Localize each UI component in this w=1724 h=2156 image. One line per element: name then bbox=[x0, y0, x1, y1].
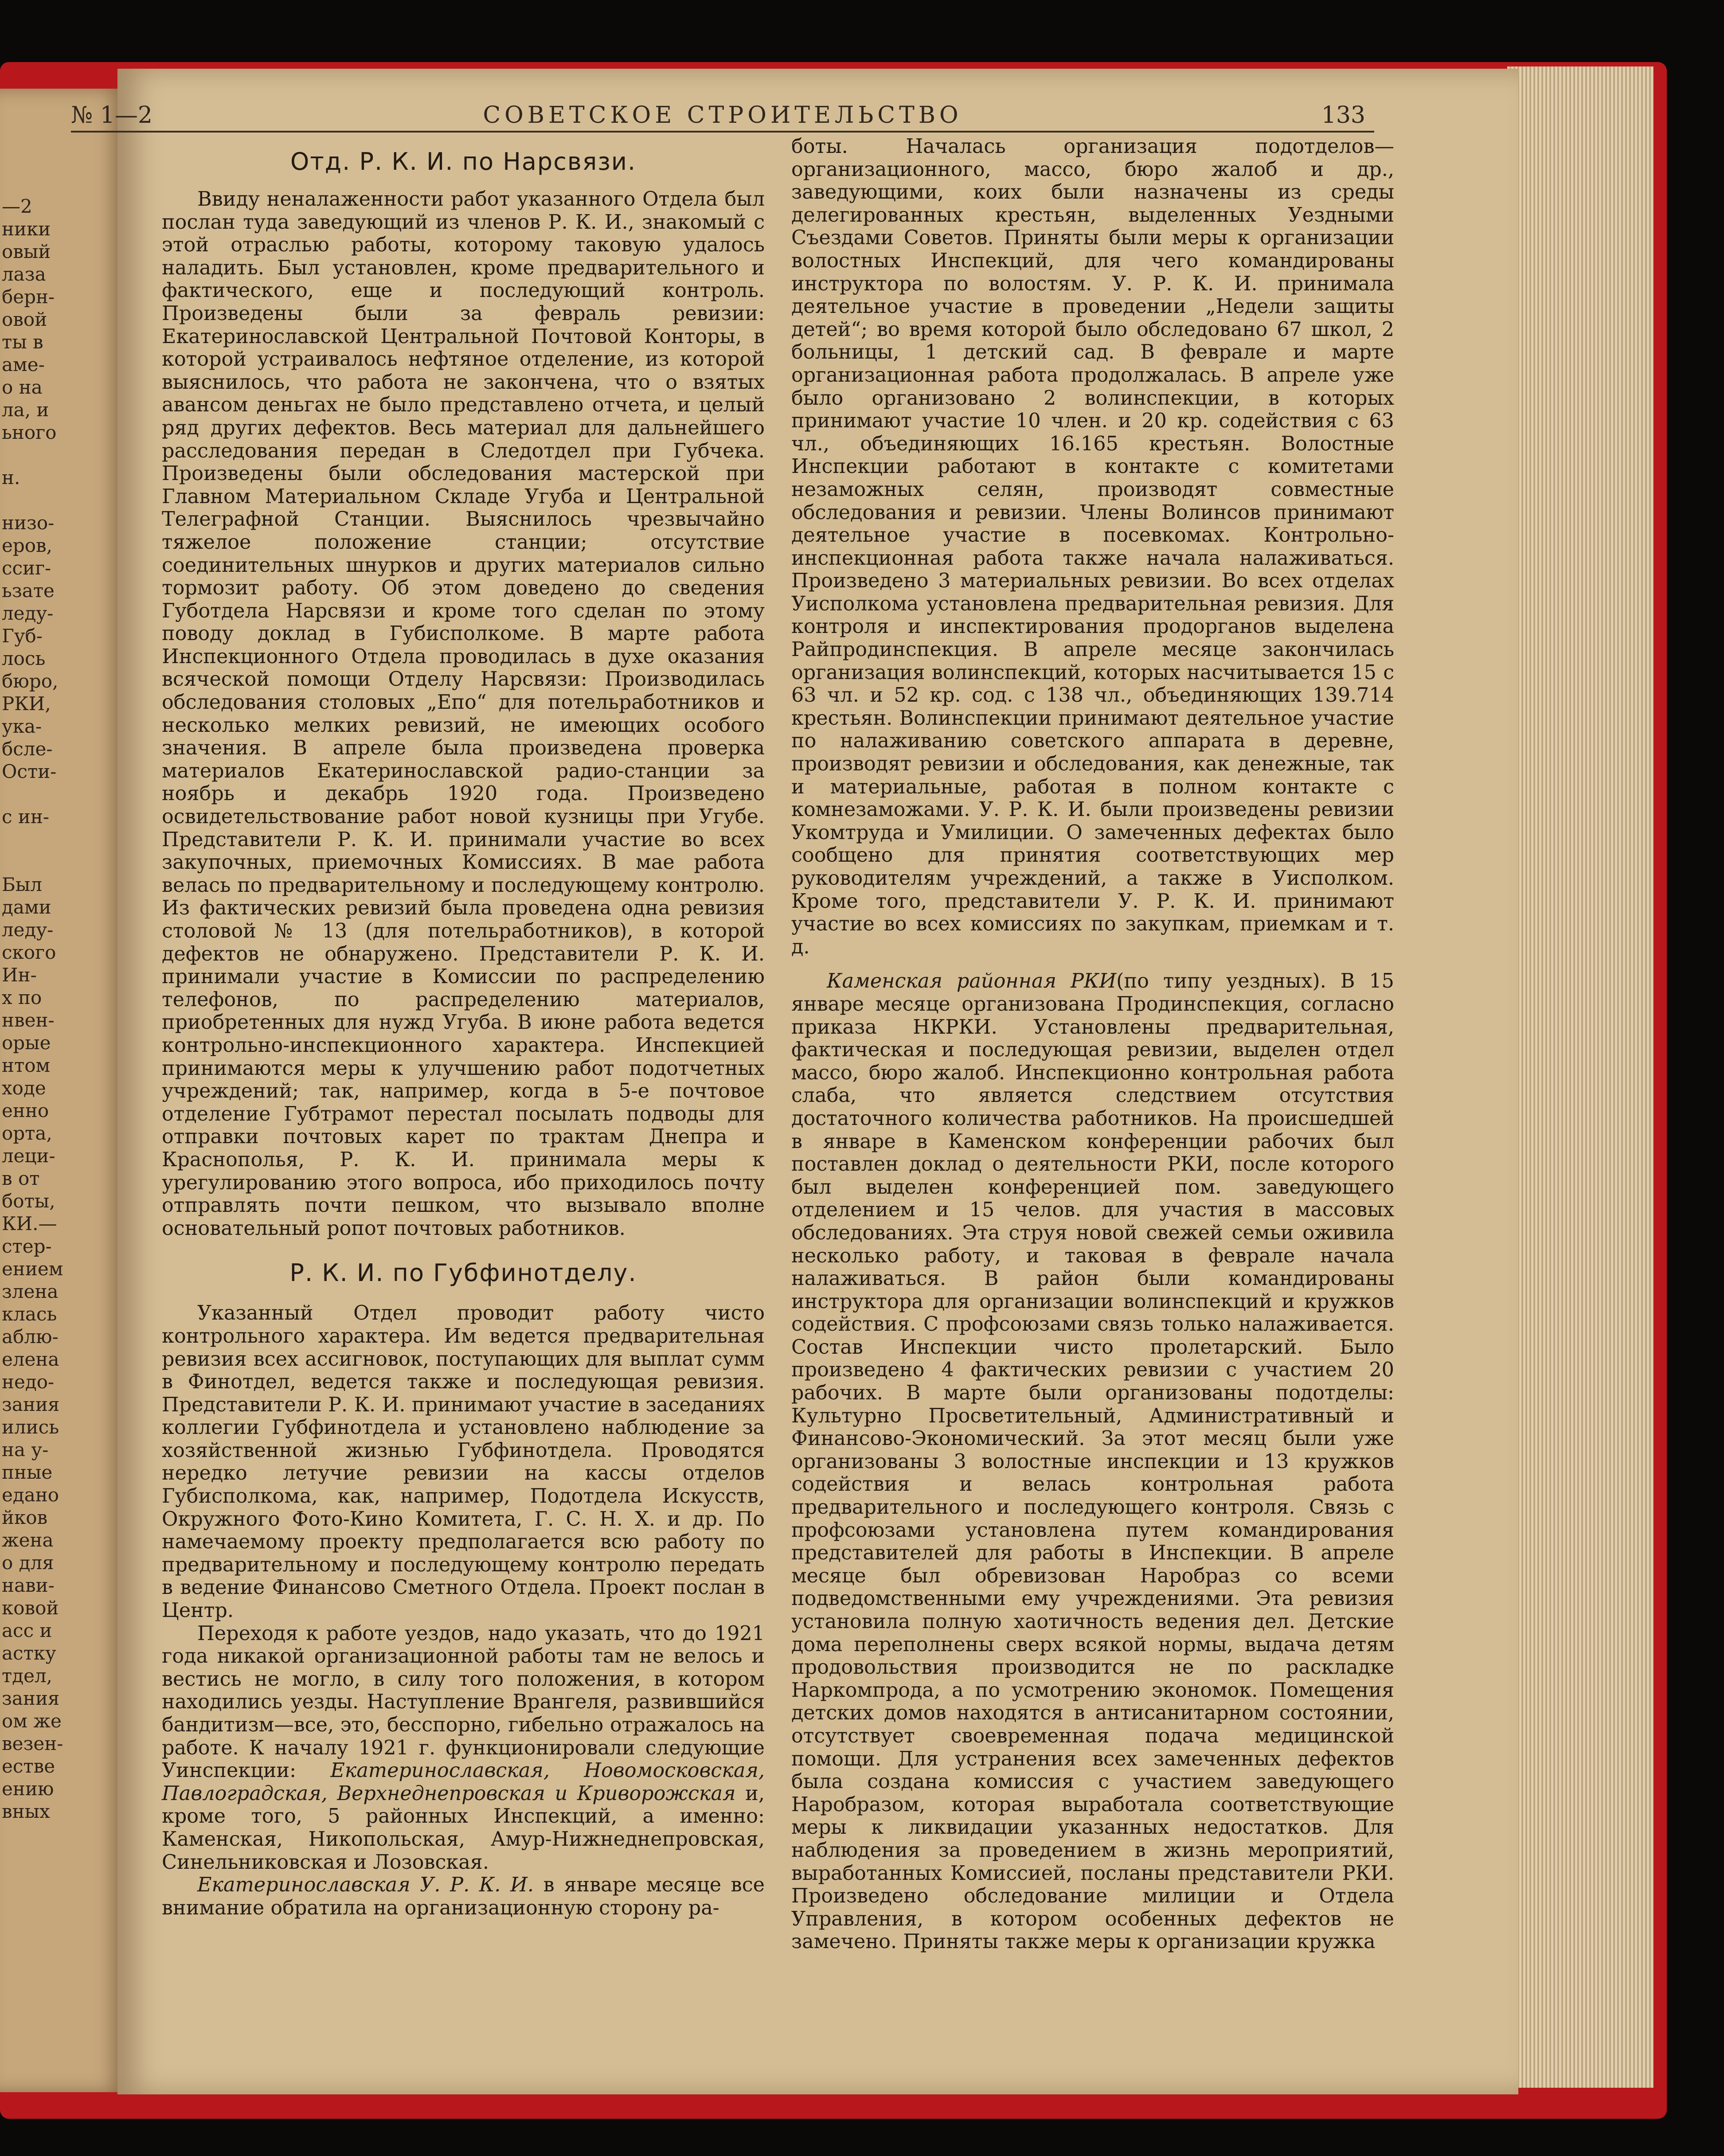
prev-page-text-fragment: низо- bbox=[2, 512, 55, 534]
prev-page-text-fragment: еров, bbox=[2, 535, 53, 556]
italic-text: Екатеринославская, Новомосковская, Павлоградская, Верхнеднепровская и Криворожская bbox=[162, 1759, 765, 1805]
prev-page-text-fragment: ом же bbox=[2, 1710, 62, 1732]
prev-page-text-fragment: о на bbox=[2, 376, 43, 398]
prev-page-text-fragment: в от bbox=[2, 1168, 40, 1189]
prev-page-text-fragment: берн- bbox=[2, 286, 55, 308]
prev-page-text-fragment: пные bbox=[2, 1461, 53, 1483]
prev-page-text-fragment: н. bbox=[2, 467, 20, 488]
prev-page-text-fragment: ковой bbox=[2, 1597, 59, 1619]
prev-page-text-fragment: аблю- bbox=[2, 1326, 59, 1348]
paragraph bbox=[162, 1874, 765, 1919]
prev-page-text-fragment: РКИ, bbox=[2, 693, 51, 715]
prev-page-text-fragment: бсле- bbox=[2, 738, 53, 760]
prev-page-text-fragment: едано bbox=[2, 1484, 59, 1506]
section-heading-narsvyazi: Отд. Р. К. И. по Нарсвязи. bbox=[290, 148, 637, 176]
prev-page-text-fragment: злена bbox=[2, 1281, 59, 1302]
prev-page-text-fragment: йков bbox=[2, 1507, 48, 1528]
prev-page-text-fragment: естве bbox=[2, 1755, 55, 1777]
prev-page-text-fragment: недо- bbox=[2, 1371, 55, 1393]
prev-page-text-fragment: ьзате bbox=[2, 580, 55, 601]
prev-page-text-fragment: ского bbox=[2, 941, 56, 963]
prev-page-text-fragment: ука- bbox=[2, 715, 42, 737]
prev-page-text-fragment: ники bbox=[2, 218, 51, 240]
left-column bbox=[162, 146, 765, 1919]
prev-page-text-fragment: бюро, bbox=[2, 670, 59, 692]
prev-page-text-fragment: орта, bbox=[2, 1122, 52, 1144]
prev-page-text-fragment: елена bbox=[2, 1348, 59, 1370]
prev-page-text-fragment: клась bbox=[2, 1303, 57, 1325]
prev-page-text-fragment: енно bbox=[2, 1100, 49, 1121]
prev-page-text-fragment: зания bbox=[2, 1394, 60, 1415]
previous-page-fragment bbox=[0, 89, 126, 2092]
paragraph: боты. Началась организация подотделов—организационного, массо, бюро жалоб и др., заведующими, коих были назначены из среды делегированных крестьян, выделенных Уездными Съездами Советов. Приняты были меры к организации волостных Инспекций, для чего командированы инструктора по волостям. У. Р. К. И. принимала деятельное участие в проведении „Недели защиты детей“; во время которой было обследовано 67 школ, 2 больницы, 1 детский сад. В феврале и марте организационная работа продолжалась. В апреле уже было организовано 2 волинспекции, в которых принимают участие 10 член. и 20 кр. содействия с 63 чл., объединяющих 16.165 крестьян. Волостные Инспекции работают в контакте с комитетами незаможных селян, производят совместные обследования и ревизии. Члены Волинсов принимают деятельное участие в посевкомах. Контрольно-инспекционная работа также начала налаживаться. Произведено 3 материальных ревизии. Во всех отделах Уисполкома установлена предварительная ревизия. Для контроля и инспектирования продорганов выделена Райпродинспекция. В апреле месяце закончилась организация волинспекций, которых насчитывается 15 с 63 чл. и 52 кр. сод. с 138 чл., объединяющих 139.714 крестьян. Волинспекции принимают деятельное участие по налаживанию советского аппарата в деревне, производят ревизии и обследования, как денежные, так и материальные, работая в полном контакте с комнезаможами. У. Р. К. И. были произведены ревизии Укомтруда и Умилиции. О замеченных дефектах было сообщено для принятия соответствующих мер руководителям учреждений, а также в Уисполком. Кроме того, представители У. Р. К. И. принимают участие во всех комиссиях по закупкам, приемкам и т. д. bbox=[791, 135, 1394, 958]
prev-page-text-fragment: х по bbox=[2, 987, 42, 1008]
prev-page-text-fragment: овой bbox=[2, 309, 47, 330]
prev-page-text-fragment: овый bbox=[2, 241, 51, 262]
prev-page-text-fragment: ьного bbox=[2, 422, 57, 443]
prev-page-text-fragment: вных bbox=[2, 1801, 50, 1822]
prev-page-text-fragment: КИ.— bbox=[2, 1213, 57, 1234]
prev-page-text-fragment: ходе bbox=[2, 1077, 46, 1099]
prev-page-text-fragment: о для bbox=[2, 1552, 54, 1574]
prev-page-text-fragment: ла, и bbox=[2, 399, 49, 421]
journal-title: СОВЕТСКОЕ СТРОИТЕЛЬСТВО bbox=[483, 102, 962, 129]
prev-page-text-fragment: зания bbox=[2, 1687, 60, 1709]
paragraph: Ввиду неналаженности работ указанного Отдела был послан туда заведующий из членов Р. К. И., знакомый с этой отраслью работы, которому таковую удалось наладить. Был установлен, кроме предварительного и фактического, еще и последующий контроль. Произведены были за февраль ревизии: Екатеринославской Центральной Почтовой Конторы, в которой устраивалось нефтяное отделение, из которой выяснилось, что работа не закончена, что о взятых авансом деньгах не было представлено отчета, и целый ряд других дефектов. Весь материал для дальнейшего расследования передан в Следотдел при Губчека. Произведены были обследования мастерской при Главном Материальном Складе Угуба и Центральной Телеграфной Станции. Выяснилось чрезвычайно тяжелое положение станции; отсутствие соединительных шнурков и других материалов сильно тормозит работу. Об этом доведено до сведения Губотдела Нарсвязи и кроме того сделан по этому поводу доклад в Губисполкоме. В марте работа Инспекционного Отдела проводилась в духе оказания всяческой помощи Отделу Нарсвязи: Производилась обследования столовых „Епо“ для потельработников и несколько мелких ревизий, не имеющих особого значения. В апреле была произведена проверка материалов Екатеринославской радио-станции за ноябрь и декабрь 1920 года. Произведено освидетельствование работ новой кузницы при Угубе. Представители Р. К. И. принимали участие во всех закупочных, приемочных Комиссиях. В мае работа велась по предварительному и последующему контролю. Из фактических ревизий была проведена одна ревизия столовой № 13 (для потельработников), в которой дефектов не обнаружено. Представители Р. К. И. принимали участие в Комиссии по распределению телефонов, по распределению материалов, приобретенных для нужд Угуба. В июне работа ведется контрольно-инспекционного характера. Инспекцией принимаются меры к улучшению работ подотчетных учреждений; так, например, когда в 5-е почтовое отделение Губтрамот перестал посылать подводы для отправки почтовых карет по трактам Днепра и Краснополья, Р. К. И. принимала меры к урегулированию этого вопроса, ибо приходилось почту отправлять почти пешком, что вызывало вполне основательный ропот почтовых работников. bbox=[162, 188, 765, 1240]
prev-page-text-fragment: лаза bbox=[2, 263, 46, 285]
right-column bbox=[791, 135, 1394, 1953]
prev-page-text-fragment: леду- bbox=[2, 602, 54, 624]
prev-page-text-fragment: аме- bbox=[2, 354, 45, 375]
text-run: в январе месяце все внимание обратила на организационную сторону ра- bbox=[162, 1874, 765, 1919]
prev-page-text-fragment: нвен- bbox=[2, 1009, 55, 1031]
issue-number: № 1—2 bbox=[71, 102, 152, 129]
prev-page-text-fragment: Был bbox=[2, 874, 42, 895]
prev-page-text-fragment: на у- bbox=[2, 1439, 49, 1461]
prev-page-text-fragment: орые bbox=[2, 1032, 51, 1054]
text-run: Переходя к работе уездов, надо указать, что до 1921 года никакой организационной работы там не велось и вестись не могло, в силу того положения, в котором находились уезды. Наступление Врангеля, развившийся бандитизм—все, это, бесспорно, гибельно отражалось на работе. К началу 1921 г. функционировали следующие Уинспекции: bbox=[162, 1622, 765, 1782]
prev-page-text-fragment: боты, bbox=[2, 1190, 55, 1212]
prev-page-text-fragment: астку bbox=[2, 1642, 56, 1664]
prev-page-text-fragment: нави- bbox=[2, 1574, 55, 1596]
running-header bbox=[71, 100, 1374, 133]
section-heading-gubfinotdel: Р. К. И. по Губфинотделу. bbox=[289, 1259, 637, 1287]
paragraph bbox=[791, 970, 1394, 1953]
prev-page-text-fragment: тдел, bbox=[2, 1665, 52, 1687]
page-edges bbox=[1507, 66, 1654, 2088]
prev-page-text-fragment: стер- bbox=[2, 1235, 52, 1257]
paragraph: Указанный Отдел проводит работу чисто контрольного характера. Им ведется предварительная ревизия всех ассигновок, поступающих для выплат сумм в Финотдел, ведется также и последующая ревизия. Представители Р. К. И. принимают участие в заседаниях коллегии Губфинотдела и установлено наблюдение за хозяйственной жизнью Губфинотдела. Проводятся нередко летучие ревизии на кассы отделов Губисполкома, как, например, Подотдела Искусств, Окружного Фото-Кино Комитета, Г. С. Н. Х. и др. По намечаемому проекту предполагается всю работу по предварительному и последующему контролю передать в ведение Финансово Сметного Отдела. Проект послан в Центр. bbox=[162, 1302, 765, 1622]
prev-page-text-fragment: Ости- bbox=[2, 761, 57, 782]
prev-page-text-fragment: дами bbox=[2, 896, 51, 918]
prev-page-text-fragment: ились bbox=[2, 1416, 59, 1438]
prev-page-text-fragment: везен- bbox=[2, 1733, 63, 1754]
text-run: (по типу уездных). В 15 январе месяце организована Продинспекция, согласно приказа НКРКИ. Установлены предварительная, фактическая и последующая ревизии, выделен отдел массо, бюро жалоб. Инспекционно контрольная работа слаба, что является следствием отсутствия достаточного количества работников. На происшедшей в январе в Каменском конференции рабочих был поставлен доклад о деятельности РКИ, после которого был выделен конференцией пом. заведующего отделением и 15 челов. для участия в массовых обследованиях. Эта струя новой свежей семьи оживила несколько работу, и таковая в феврале начала налаживаться. В район были командированы инструктора для организации волинспекций и кружков содействия. С профсоюзами связь только налаживается. Состав Инспекции чисто пролетарский. Было произведено 4 фактических ревизии с участием 20 рабочих. В марте были организованы подотделы: Культурно Просветительный, Административный и Финансово-Экономический. За этот месяц были уже организованы 3 волостные инспекции и 13 кружков содействия и велась контрольная работа предварительного и последующего контроля. Связь с профсоюзами установлена путем командирования представителей для работы в Инспекции. В апреле месяце был обревизован Наробраз со всеми подведомственными ему учреждениями. Эта ревизия установила полную хаотичность ведения дел. Детские дома переполнены сверх всякой нормы, выдача детям продовольствия производится не по раскладке Наркомпрода, а по усмотрению экономок. Помещения детских домов находятся в антисанитарном состоянии, отсутствует своевременная подача медицинской помощи. Для устранения всех замеченных дефектов была создана комиссия с участием заведующего Наробразом, которая выработала соответствующие меры к ликвидации указанных недостатков. Для наблюдения за проведением в жизнь мероприятий, выработанных Комиссией, посланы представители РКИ. Произведено обследование милиции и Отдела Управления, в котором особенных дефектов не замечено. Приняты также меры к организации кружка bbox=[791, 970, 1394, 1953]
prev-page-text-fragment: Ин- bbox=[2, 964, 37, 986]
text-run: и, кроме того, 5 районных Инспекций, а именно: Каменская, Никопольская, Амур-Нижнеднепровская, Синельниковская и Лозовская. bbox=[162, 1782, 765, 1874]
prev-page-text-fragment: леду- bbox=[2, 919, 54, 941]
prev-page-text-fragment: лось bbox=[2, 648, 46, 669]
prev-page-text-fragment: —2 bbox=[2, 195, 32, 217]
prev-page-text-fragment: Губ- bbox=[2, 625, 43, 647]
prev-page-text-fragment: ению bbox=[2, 1778, 54, 1800]
prev-page-text-fragment: ением bbox=[2, 1258, 63, 1280]
prev-page-text-fragment: асс и bbox=[2, 1620, 52, 1641]
italic-text: Екатеринославская У. Р. К. И. bbox=[197, 1874, 534, 1897]
prev-page-text-fragment: нтом bbox=[2, 1055, 51, 1076]
prev-page-text-fragment: с ин- bbox=[2, 806, 50, 828]
prev-page-text-fragment: жена bbox=[2, 1529, 54, 1551]
italic-text: Каменская районная РКИ bbox=[827, 970, 1117, 993]
paragraph bbox=[162, 1622, 765, 1874]
page-number: 133 bbox=[1321, 102, 1365, 129]
prev-page-text-fragment: ты в bbox=[2, 331, 43, 353]
prev-page-text-fragment: леци- bbox=[2, 1145, 55, 1167]
prev-page-text-fragment: ссиг- bbox=[2, 557, 51, 579]
